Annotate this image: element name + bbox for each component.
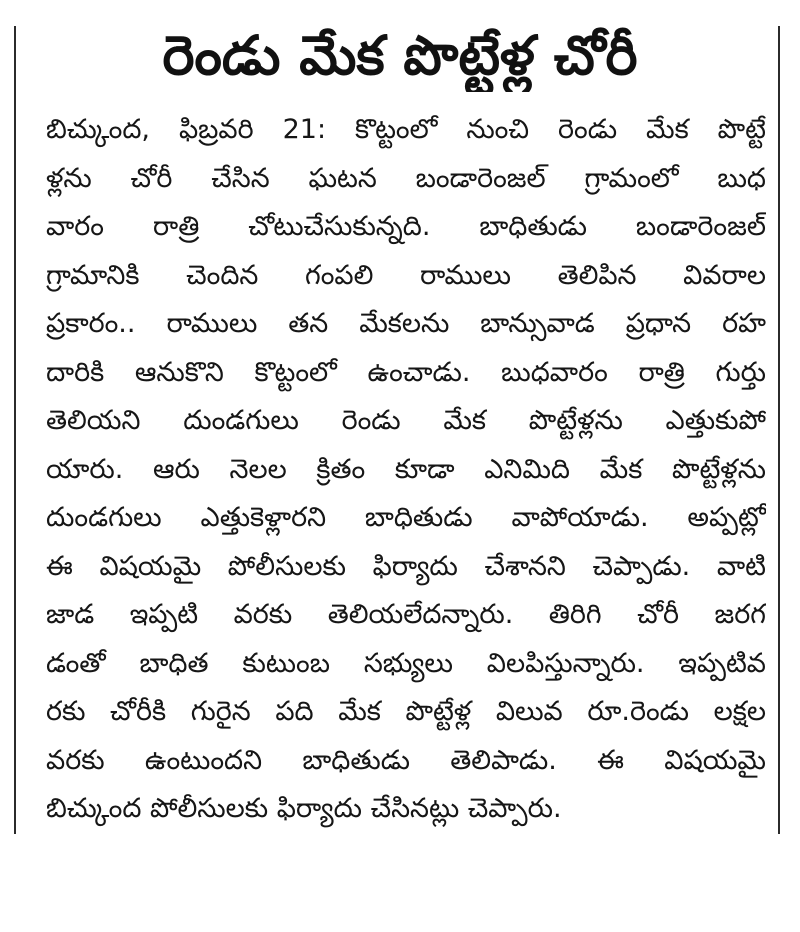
article-line: యారు. ఆరు నెలల క్రితం కూడా ఎనిమిది మేక పొట్టేళ్లను — [46, 453, 766, 485]
article-line: గ్రామానికి చెందిన గంపలి రాములు తెలిపిన వివరాల — [46, 259, 766, 291]
article-line: తెలియని దుండగులు రెండు మేక పొట్టేళ్లను ఎత్తుకుపో — [46, 405, 766, 436]
right-column-rule — [778, 26, 780, 834]
article-line: రకు చోరీకి గురైన పది మేక పొట్టేళ్ల విలువ రూ.రెండు లక్షల — [46, 696, 766, 727]
article-line: జాడ ఇప్పటి వరకు తెలియలేదన్నారు. తిరిగి చోరీ జరగ — [46, 599, 766, 630]
article-line: దుండగులు ఎత్తుకెళ్లారని బాధితుడు వాపోయాడు. అప్పట్లో — [46, 502, 766, 533]
article-line: ళ్లను చోరీ చేసిన ఘటన బండారెంజల్ గ్రామంలో బుధ — [46, 162, 766, 194]
article-line: ఈ విషయమై పోలీసులకు ఫిర్యాదు చేశానని చెప్పాడు. వాటి — [46, 550, 766, 582]
article-headline: రెండు మేక పొట్టేళ్ల చోరీ — [162, 24, 638, 87]
left-column-rule — [14, 26, 16, 834]
article-body — [46, 106, 766, 834]
article-line: వారం రాత్రి చోటుచేసుకున్నది. బాధితుడు బండారెంజల్ — [46, 211, 766, 242]
article-line: ప్రకారం.. రాములు తన మేకలను బాన్సువాడ ప్రధాన రహ — [46, 308, 766, 339]
article-line: బిచ్కుంద పోలీసులకు ఫిర్యాదు చేసినట్లు చెప్పారు. — [46, 793, 562, 824]
article-line: వరకు ఉంటుందని బాధితుడు తెలిపాడు. ఈ విషయమై — [46, 744, 766, 776]
article-line: డంతో బాధిత కుటుంబ సభ్యులు విలపిస్తున్నారు. ఇప్పటివ — [46, 647, 766, 679]
article-line: దారికి ఆనుకొని కొట్టంలో ఉంచాడు. బుధవారం రాత్రి గుర్తు — [46, 356, 766, 388]
article-line: బిచ్కుంద, ఫిబ్రవరి 21: కొట్టంలో నుంచి రెండు మేక పొట్టే — [46, 114, 766, 145]
